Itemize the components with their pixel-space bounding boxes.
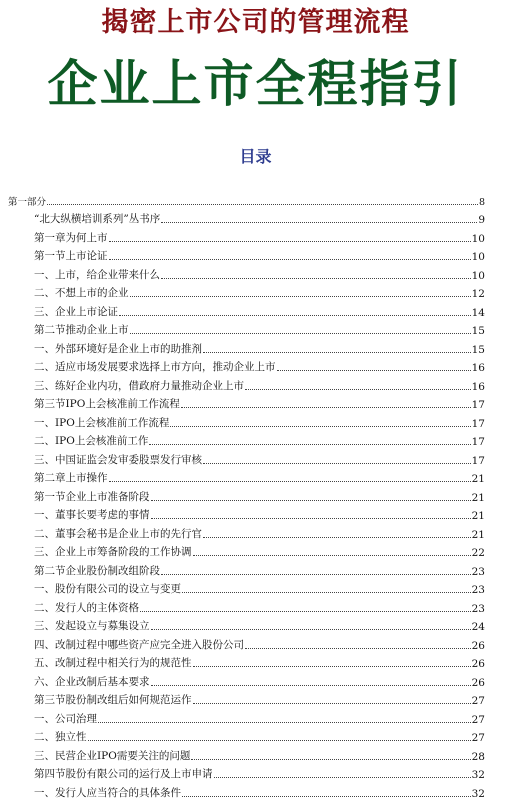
toc-entry[interactable] [8, 282, 485, 301]
toc-entry-label: 六、企业改制后基本要求 [34, 675, 150, 688]
toc-entry-page: 21 [471, 473, 485, 485]
toc-dot-leader [130, 296, 471, 297]
toc-dot-leader [170, 426, 470, 427]
toc-entry[interactable] [8, 411, 485, 430]
toc-dot-leader [109, 259, 471, 260]
toc-entry-page: 17 [471, 417, 485, 430]
toc-entry[interactable] [8, 578, 485, 597]
toc-entry[interactable] [8, 467, 485, 486]
toc-dot-leader [214, 777, 471, 778]
toc-entry[interactable] [8, 670, 485, 689]
toc-entry-label: 一、发行人应当符合的具体条件 [34, 786, 181, 799]
toc-dot-leader [161, 278, 471, 279]
toc-entry[interactable] [8, 689, 485, 708]
toc-entry-label: 第一节企业上市准备阶段 [34, 490, 150, 503]
toc-entry-page: 27 [471, 713, 485, 726]
toc-entry-label: 第二节企业股份制改组阶段 [34, 564, 160, 577]
toc-entry[interactable] [8, 522, 485, 541]
toc-entry-page: 17 [471, 399, 485, 411]
toc-entry-page: 8 [478, 196, 485, 208]
toc-entry-page: 9 [478, 214, 485, 226]
toc-entry-label: 第一章为何上市 [34, 231, 108, 244]
toc-entry[interactable] [8, 504, 485, 523]
toc-entry[interactable] [8, 707, 485, 726]
toc-entry-label: 一、外部环境好是企业上市的助推剂 [34, 342, 202, 355]
toc-dot-leader [109, 241, 471, 242]
toc-entry[interactable] [8, 763, 485, 782]
toc-entry-label: 二、IPO上会核准前工作 [34, 435, 149, 447]
toc-entry-label: 二、发行人的主体资格 [34, 601, 139, 614]
toc-entry-label: 二、适应市场发展要求选择上市方向，推动企业上市 [34, 361, 276, 373]
toc-entry-label: 第二章上市操作 [34, 472, 108, 484]
toc-entry-page: 21 [471, 510, 485, 522]
toc-entry[interactable] [8, 596, 485, 615]
toc-dot-leader [119, 315, 471, 316]
toc-entry-label: 二、不想上市的企业 [34, 287, 129, 299]
toc-entry[interactable] [8, 208, 485, 227]
toc-dot-leader [193, 703, 471, 704]
toc-dot-leader [203, 537, 471, 538]
toc-entry-page: 17 [471, 436, 485, 448]
toc-entry-page: 15 [471, 325, 485, 337]
toc-dot-leader [161, 574, 471, 575]
toc-entry-page: 27 [471, 695, 485, 707]
toc-entry-label: 第二节推动企业上市 [34, 324, 129, 336]
toc-entry[interactable] [8, 615, 485, 634]
toc-dot-leader [151, 685, 471, 686]
toc-dot-leader [182, 796, 471, 797]
toc-entry[interactable] [8, 319, 485, 338]
toc-entry-page: 32 [471, 769, 485, 781]
toc-dot-leader [151, 629, 471, 630]
toc-entry-page: 24 [471, 621, 485, 633]
toc-entry-page: 12 [471, 288, 485, 300]
toc-entry-page: 27 [471, 732, 485, 744]
toc-entry-label: 三、民营企业IPO需要关注的问题 [34, 749, 191, 762]
toc-dot-leader [140, 611, 471, 612]
toc-entry-page: 23 [471, 602, 485, 615]
toc-entry-label: 第三节股份制改组后如何规范运作 [34, 694, 192, 706]
toc-entry-label: 二、董事会秘书是企业上市的先行官 [34, 527, 202, 540]
toc-entry-page: 26 [471, 639, 485, 652]
toc-dot-leader [98, 722, 471, 723]
toc-entry-label: 一、公司治理 [34, 712, 97, 725]
toc-entry-label: 第四节股份有限公司的运行及上市申请 [34, 768, 213, 780]
toc-entry-label: 二、独立性 [34, 731, 87, 743]
toc-dot-leader [149, 444, 470, 445]
toc-dot-leader [193, 666, 471, 667]
toc-entry-label: “北大纵横培训系列”丛书序 [34, 213, 161, 225]
toc-dot-leader [277, 370, 471, 371]
toc-entry[interactable] [8, 744, 485, 763]
toc-dot-leader [130, 333, 471, 334]
toc-entry-label: 三、发起设立与募集设立 [34, 620, 150, 632]
toc-entry-page: 10 [471, 251, 485, 263]
toc-entry[interactable] [8, 226, 485, 245]
toc-entry-page: 23 [471, 584, 485, 596]
toc-dot-leader [182, 592, 471, 593]
toc-dot-leader [151, 500, 471, 501]
document-title: 企业上市全程指引 [47, 55, 464, 113]
toc-entry[interactable] [8, 541, 485, 560]
toc-dot-leader [88, 740, 471, 741]
toc-entry[interactable] [8, 393, 485, 412]
toc-dot-leader [191, 759, 470, 760]
toc-entry-page: 22 [471, 547, 485, 559]
toc-entry-label: 一、IPO上会核准前工作流程 [34, 416, 170, 429]
toc-entry-page: 10 [471, 269, 485, 282]
toc-dot-leader [181, 407, 471, 408]
toc-entry-page: 16 [471, 380, 485, 393]
toc-entry-label: 四、改制过程中哪些资产应完全进入股份公司 [34, 638, 244, 651]
toc-entry-page: 28 [471, 750, 485, 763]
toc-entry-page: 21 [471, 528, 485, 541]
toc-entry-page: 15 [471, 343, 485, 356]
toc-entry[interactable] [8, 337, 485, 356]
toc-entry-label: 三、练好企业内功，借政府力量推动企业上市 [34, 379, 244, 392]
toc-entry[interactable] [8, 652, 485, 671]
toc-entry[interactable] [8, 726, 485, 745]
toc-entry[interactable] [8, 781, 485, 800]
toc-entry-page: 32 [471, 787, 485, 800]
toc-entry[interactable] [8, 430, 485, 449]
toc-entry[interactable] [8, 448, 485, 467]
toc-dot-leader [245, 389, 471, 390]
toc-entry-page: 10 [471, 232, 485, 245]
toc-entry-label: 第一部分 [8, 196, 47, 208]
toc-dot-leader [161, 222, 477, 223]
toc-entry-page: 17 [471, 454, 485, 467]
toc-dot-leader [203, 352, 471, 353]
toc-entry-label: 五、改制过程中相关行为的规范性 [34, 657, 192, 669]
toc-entry[interactable] [8, 559, 485, 578]
toc-entry-page: 21 [471, 491, 485, 504]
toc-entry[interactable] [8, 356, 485, 375]
toc-entry-page: 14 [471, 306, 485, 319]
toc-entry[interactable] [8, 633, 485, 652]
toc-entry-label: 一、股份有限公司的设立与变更 [34, 583, 181, 595]
toc-entry[interactable] [8, 263, 485, 282]
toc-entry-page: 23 [471, 565, 485, 578]
toc-entry-label: 一、董事长要考虑的事情 [34, 509, 150, 521]
toc-entry[interactable] [8, 300, 485, 319]
toc-dot-leader [203, 463, 471, 464]
toc-entry-page: 26 [471, 658, 485, 670]
toc-entry[interactable] [8, 189, 485, 208]
toc-entry-page: 26 [471, 676, 485, 689]
toc-entry[interactable] [8, 485, 485, 504]
toc-entry[interactable] [8, 374, 485, 393]
toc-dot-leader [109, 481, 471, 482]
toc-entry-label: 一、上市，给企业带来什么 [34, 268, 160, 281]
toc-entry-label: 三、中国证监会发审委股票发行审核 [34, 453, 202, 466]
toc-heading: 目录 [239, 147, 272, 166]
toc-entry-label: 第三节IPO上会核准前工作流程 [34, 398, 180, 410]
toc-entry-page: 16 [471, 362, 485, 374]
toc-entry-label: 三、企业上市筹备阶段的工作协调 [34, 546, 192, 558]
banner-title: 揭密上市公司的管理流程 [101, 7, 410, 38]
toc-dot-leader [151, 518, 471, 519]
toc-entry[interactable] [8, 245, 485, 264]
toc-entry-label: 三、企业上市论证 [34, 305, 118, 318]
table-of-contents [8, 189, 485, 800]
toc-dot-leader [193, 555, 471, 556]
toc-dot-leader [47, 204, 478, 205]
toc-entry-label: 第一节上市论证 [34, 250, 108, 262]
toc-dot-leader [245, 648, 471, 649]
